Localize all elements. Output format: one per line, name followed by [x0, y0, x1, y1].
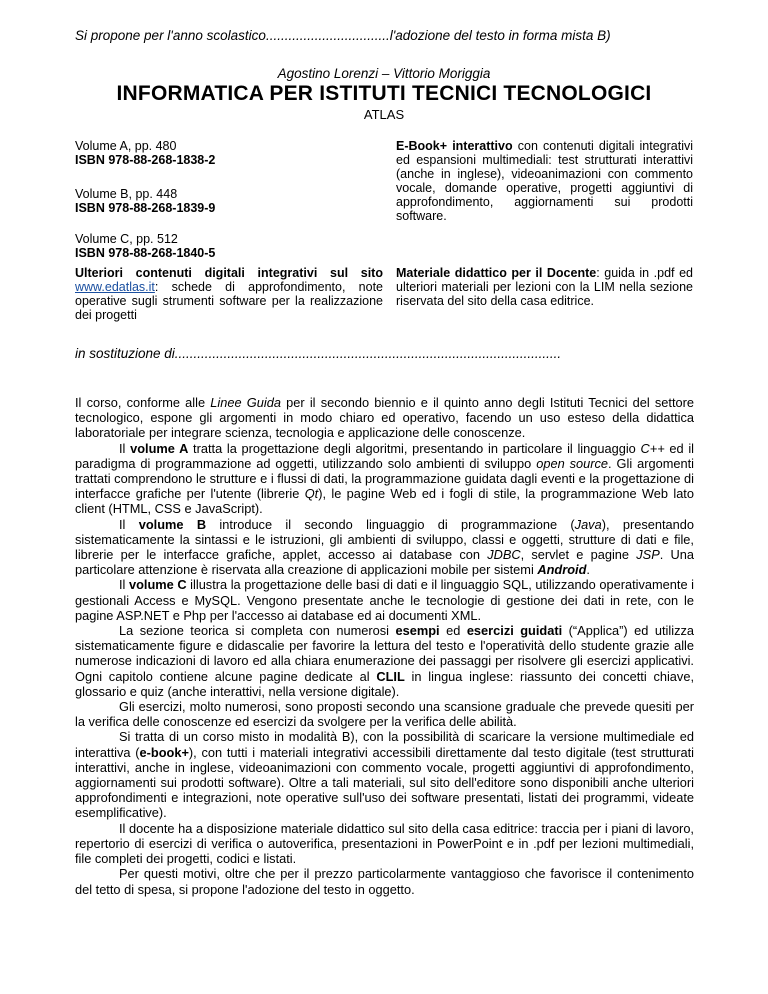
paragraph: Per questi motivi, oltre che per il prezzo particolarmente vantaggioso che favorisce il contenimento del tetto di spesa, si propone l'adozione del testo in oggetto. — [75, 866, 694, 897]
paragraph: Il docente ha a disposizione materiale didattico sul sito della casa editrice: traccia per i piani di lavoro, repertorio di esercizi di verifica o autoverifica, presentazioni in PowerPoint e in .pdf per lezioni multimediali, file completi dei progetti, codici e listati. — [75, 820, 694, 867]
paragraph: Il corso, conforme alle Linee Guida per il secondo biennio e il quinto anno degli Istituti Tecnici del settore tecnologico, espone gli argomenti in modo chiaro ed operativo, facendo un uso esteso della didattica laboratoriale per integrare scienza, tecnologia e applicazione delle conoscenze. — [75, 395, 694, 441]
edatlas-link[interactable]: www.edatlas.it — [75, 280, 155, 294]
paragraph: Il volume C illustra la progettazione delle basi di dati e il linguaggio SQL, utilizzando operativamente i gestionali Access e MySQL. Vengono presentate anche le tecnologie di gestione dei dati in rete, con le pagine ASP.NET e Php per l'accesso ai database ed ai documenti XML. — [75, 577, 694, 623]
publisher-name: ATLAS — [363, 107, 405, 122]
teacher-material — [396, 266, 693, 308]
teacher-material-text: : guida in .pdf ed ulteriori materiali per lezioni con la LIM nella sezione riservata del sito della casa editrice. — [396, 266, 693, 308]
extra-contents — [75, 266, 383, 322]
paragraph: Il volume A tratta la progettazione degli algoritmi, presentando in particolare il linguaggio C++ ed il paradigma di programmazione ad oggetti, utilizzando solo ambienti di sviluppo open source. Gli argomenti trattati comprendono le strutture e i flussi di dati, la programmazione guidata dagli eventi e la progettazione di interfacce grafiche per l'utente (librerie Qt), le pagine Web ed i fogli di stile, la programmazione Web lato client (HTML, CSS e JavaScript). — [75, 440, 695, 517]
paragraph: La sezione teorica si completa con numerosi esempi ed esercizi guidati (“Applica”) ed utilizza sistematicamente figure e didascalie per favorire la lettura del testo e l'operatività dello studente grazie alle numerose indicazioni di lavoro ed alla chiara enumerazione dei passaggi per risolvere gli esercizi applicativi. Ogni capitolo contiene alcune pagine dedicate al CLIL in lingua inglese: riassunto dei concetti chiave, glossario e quiz (anche interattivi, nella versione digitale). — [75, 623, 694, 699]
volume-b-label: Volume B, pp. 448 — [75, 187, 178, 201]
paragraph: Gli esercizi, molto numerosi, sono proposti secondo una scansione graduale che prevede quesiti per la verifica delle conoscenze ed esercizi da svolgere per la verifica delle abilità. — [75, 699, 694, 730]
ebook-text: con contenuti digitali integrativi ed espansioni multimediali: test strutturati interattivi (anche in inglese), videoanimazioni con commento vocale, domande operative, progetti aggiuntivi di approfondimento, aggiornamenti sui prodotti software. — [396, 139, 693, 223]
ebook-heading: E-Book+ interattivo — [396, 139, 513, 153]
course-description — [75, 395, 694, 897]
volume-a — [75, 139, 383, 167]
book-title: INFORMATICA PER ISTITUTI TECNICI TECNOLOGICI — [116, 82, 652, 105]
volume-a-isbn: ISBN 978-88-268-1838-2 — [75, 153, 216, 167]
authors: Agostino Lorenzi – Vittorio Moriggia — [277, 66, 491, 81]
volume-c-label: Volume C, pp. 512 — [75, 232, 178, 246]
adoption-proposal-line: Si propone per l'anno scolastico.................................l'adozione del testo in forma mista B) — [75, 28, 611, 43]
extra-contents-heading: Ulteriori contenuti digitali integrativi sul sito — [75, 266, 383, 280]
extra-contents-text: : schede di approfondimento, note operative sugli strumenti software per la realizzazione dei progetti — [75, 280, 383, 322]
teacher-material-heading: Materiale didattico per il Docente — [396, 266, 597, 280]
volume-c — [75, 232, 383, 260]
volume-c-isbn: ISBN 978-88-268-1840-5 — [75, 246, 216, 260]
substitution-line: in sostituzione di....................................................................................................... — [75, 346, 562, 361]
volume-a-label: Volume A, pp. 480 — [75, 139, 177, 153]
paragraph: Si tratta di un corso misto in modalità B), con la possibilità di scaricare la versione multimediale ed interattiva (e-book+), con tutti i materiali integrativi accessibili direttamente dal testo digitale (test strutturati interattivi, anche in inglese, videoanimazioni con commento vocale, progetti aggiuntivi di approfondimento, aggiornamenti sui prodotti software). Oltre a tali materiali, sul sito dell'editore sono disponibili anche ulteriori approfondimenti e integrazioni, note operative sull'uso dei software presentati, listati dei programmi, videate esemplificative). — [75, 729, 694, 821]
volume-b — [75, 187, 383, 215]
ebook-description — [396, 139, 693, 223]
volume-b-isbn: ISBN 978-88-268-1839-9 — [75, 201, 216, 215]
paragraph: Il volume B introduce il secondo linguaggio di programmazione (Java), presentando sistematicamente la sintassi e le istruzioni, gli ambienti di sviluppo, classi e oggetti, strutture di dati e file, librerie per le interfacce grafiche, applet, accesso ai database con JDBC, servlet e pagine JSP. Una particolare attenzione è riservata alla creazione di applicazioni mobile per sistemi Android. — [75, 516, 694, 578]
